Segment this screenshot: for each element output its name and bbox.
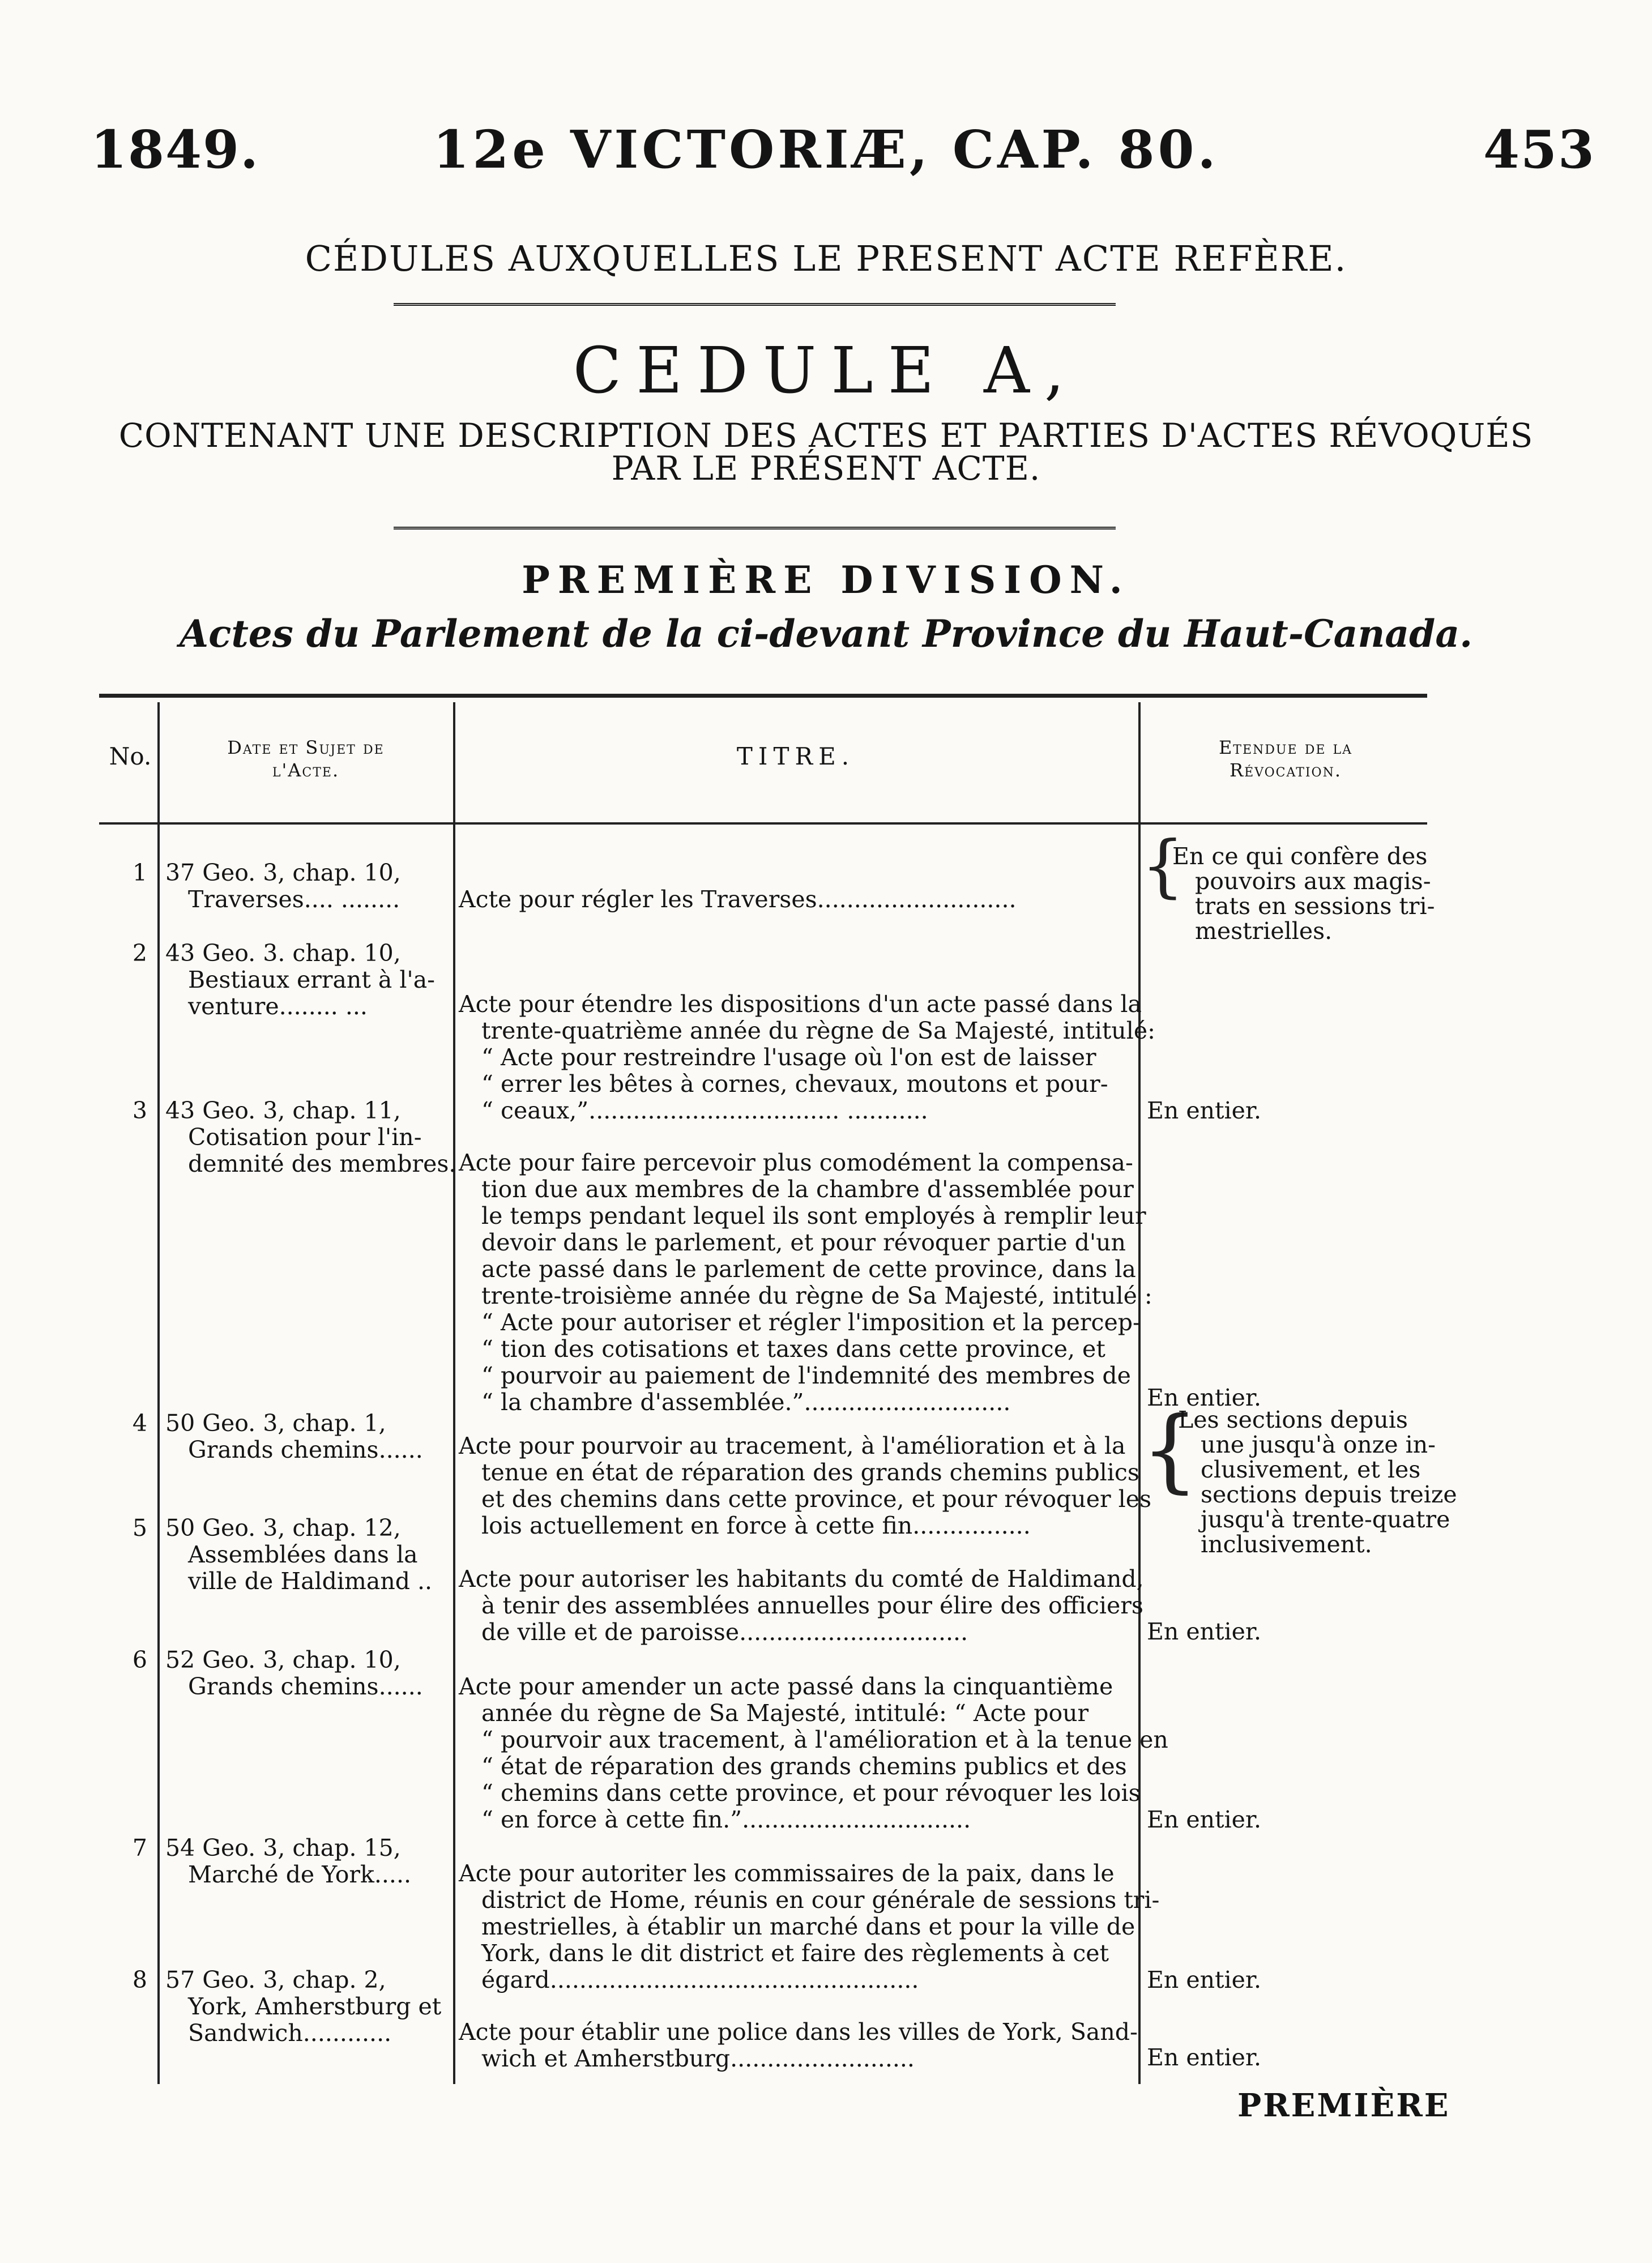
row-date	[165, 1835, 411, 1888]
row-etendue-line: En entier.	[1147, 1384, 1262, 1411]
row-titre-line: wich et Amherstburg.........................	[481, 2045, 915, 2072]
schedules-heading: CÉDULES AUXQUELLES LE PRESENT ACTE REFÈRE.	[305, 238, 1347, 279]
row-titre	[459, 2019, 1138, 2072]
row-date-line: York, Amherstburg et	[188, 1993, 442, 2020]
row-titre-line: “ chemins dans cette province, et pour révoquer les lois	[481, 1779, 1141, 1807]
row-etendue-line: trats en sessions tri-	[1195, 893, 1435, 920]
row-etendue	[1147, 1098, 1261, 1124]
row-date-line: 43 Geo. 3. chap. 10,	[165, 940, 401, 967]
row-titre-line: “ pourvoir aux tracement, à l'amélioration et à la tenue en	[481, 1726, 1168, 1753]
column-header-date-line: Date et Sujet de	[227, 737, 385, 758]
row-etendue	[1147, 1967, 1261, 1993]
column-divider	[453, 702, 455, 2084]
row-titre	[459, 886, 1017, 913]
row-titre-line: district de Home, réunis en cour générale de sessions tri-	[481, 1886, 1160, 1914]
column-header-etendue-line: Etendue de la	[1218, 737, 1353, 758]
row-etendue-line: En entier.	[1147, 1097, 1262, 1124]
row-date-line: Sandwich............	[188, 2019, 392, 2047]
row-titre-line: “ en force à cette fin.”...............................	[481, 1806, 971, 1833]
row-titre	[459, 1150, 1152, 1416]
row-titre-line: “ état de réparation des grands chemins publics et des	[481, 1753, 1127, 1780]
cedule-description-line: PAR LE PRÉSENT ACTE.	[611, 449, 1041, 488]
row-titre-line: Acte pour régler les Traverses...........................	[459, 886, 1017, 913]
division-subtitle: Actes du Parlement de la ci-devant Province du Haut-Canada.	[179, 612, 1473, 656]
row-date	[165, 1515, 432, 1595]
row-titre-line: Acte pour faire percevoir plus comodément la compensa-	[459, 1149, 1133, 1176]
catchword: PREMIÈRE	[1237, 2087, 1450, 2124]
row-date-line: demnité des membres.	[188, 1150, 456, 1177]
row-titre-line: York, dans le dit district et faire des règlements à cet	[481, 1940, 1109, 1967]
row-number: 8	[132, 1966, 147, 1993]
row-titre-line: Acte pour établir une police dans les villes de York, Sand-	[459, 2018, 1138, 2046]
header-year: 1849.	[91, 119, 260, 180]
row-date-line: 52 Geo. 3, chap. 10,	[165, 1646, 401, 1673]
row-titre	[459, 1673, 1168, 1833]
row-number: 1	[132, 859, 147, 886]
cedule-description-line: CONTENANT UNE DESCRIPTION DES ACTES ET PARTIES D'ACTES RÉVOQUÉS	[118, 416, 1534, 455]
row-date-line: Grands chemins......	[188, 1436, 423, 1463]
row-titre-line: Acte pour autoriter les commissaires de la paix, dans le	[459, 1860, 1115, 1887]
row-titre	[459, 991, 1155, 1124]
brace-icon: {	[1141, 1397, 1199, 1502]
divider-rule	[394, 303, 1116, 314]
row-titre	[459, 1566, 1144, 1646]
row-etendue-line: inclusivement.	[1201, 1531, 1372, 1558]
row-titre	[459, 1433, 1151, 1539]
row-date	[165, 860, 401, 913]
page-number: 453	[1483, 119, 1595, 180]
row-titre-line: acte passé dans le parlement de cette province, dans la	[481, 1256, 1136, 1283]
row-date-line: 54 Geo. 3, chap. 15,	[165, 1834, 401, 1861]
row-titre-line: Acte pour étendre les dispositions d'un acte passé dans la	[459, 990, 1142, 1018]
row-titre-line: et des chemins dans cette province, et pour révoquer les	[481, 1485, 1152, 1513]
row-date-line: Cotisation pour l'in-	[188, 1124, 422, 1151]
row-date-line: 37 Geo. 3, chap. 10,	[165, 859, 401, 886]
row-number: 3	[132, 1097, 147, 1124]
row-titre-line: “ ceaux,”.................................. ...........	[481, 1097, 928, 1124]
row-titre-line: de ville et de paroisse...............................	[481, 1619, 968, 1646]
row-date-line: ville de Haldimand ..	[188, 1568, 433, 1595]
cedule-title: CEDULE A,	[573, 334, 1079, 408]
row-date-line: Grands chemins......	[188, 1673, 423, 1700]
row-date-line: 57 Geo. 3, chap. 2,	[165, 1966, 386, 1993]
row-date	[165, 1098, 456, 1177]
table-header-rule	[99, 822, 1427, 825]
row-titre-line: lois actuellement en force à cette fin................	[481, 1512, 1031, 1539]
row-titre-line: à tenir des assemblées annuelles pour élire des officiers	[481, 1592, 1143, 1619]
row-titre-line: “ tion des cotisations et taxes dans cette province, et	[481, 1335, 1105, 1363]
row-date	[165, 1410, 423, 1463]
divider-rule	[394, 527, 1116, 537]
row-titre-line: “ errer les bêtes à cornes, chevaux, moutons et pour-	[481, 1070, 1108, 1098]
header-title: 12e VICTORIÆ, CAP. 80.	[433, 119, 1219, 180]
row-date-line: Traverses.... ........	[188, 886, 400, 913]
column-header-no: No.	[109, 742, 152, 770]
row-titre-line: “ la chambre d'assemblée.”............................	[481, 1389, 1011, 1416]
row-etendue-line: En ce qui confère des	[1172, 843, 1428, 870]
brace-icon: {	[1141, 827, 1185, 906]
column-header-date	[164, 736, 447, 782]
row-date-line: venture........ ...	[188, 993, 368, 1020]
row-titre	[459, 1860, 1159, 1993]
row-titre-line: devoir dans le parlement, et pour révoquer partie d'un	[481, 1229, 1126, 1256]
column-header-titre: TITRE.	[736, 742, 855, 770]
row-etendue-line: En entier.	[1147, 1806, 1262, 1833]
row-etendue	[1172, 844, 1435, 943]
row-titre-line: trente-troisième année du règne de Sa Majesté, intitulé :	[481, 1282, 1152, 1309]
row-date-line: 50 Geo. 3, chap. 1,	[165, 1410, 386, 1437]
row-etendue-line: En entier.	[1147, 1966, 1262, 1993]
row-titre-line: égard..................................................	[481, 1966, 919, 1993]
row-number: 4	[132, 1410, 147, 1437]
row-etendue-line: En entier.	[1147, 2044, 1262, 2071]
row-date-line: Marché de York.....	[188, 1861, 412, 1888]
row-titre-line: Acte pour pourvoir au tracement, à l'amélioration et à la	[459, 1432, 1126, 1459]
row-etendue	[1147, 1619, 1261, 1645]
table-top-rule	[99, 694, 1427, 698]
cedule-description	[0, 416, 1652, 488]
row-date-line: Bestiaux errant à l'a-	[188, 966, 436, 993]
row-titre-line: trente-quatrième année du règne de Sa Majesté, intitulé:	[481, 1017, 1155, 1044]
row-etendue-line: mestrielles.	[1195, 917, 1333, 945]
row-titre-line: Acte pour autoriser les habitants du comté de Haldimand,	[459, 1565, 1144, 1592]
row-etendue-line: une jusqu'à onze in-	[1201, 1431, 1436, 1458]
row-etendue	[1147, 2044, 1261, 2071]
row-titre-line: “ pourvoir au paiement de l'indemnité des membres de	[481, 1362, 1131, 1389]
column-header-etendue-line: Révocation.	[1229, 759, 1342, 781]
row-date-line: 50 Geo. 3, chap. 12,	[165, 1514, 401, 1542]
row-etendue	[1178, 1407, 1457, 1557]
row-date-line: 43 Geo. 3, chap. 11,	[165, 1097, 401, 1124]
row-number: 5	[132, 1514, 147, 1542]
row-date	[165, 1967, 441, 2047]
row-titre-line: année du règne de Sa Majesté, intitulé: “ Acte pour	[481, 1700, 1089, 1727]
row-titre-line: “ Acte pour autoriser et régler l'imposition et la percep-	[481, 1309, 1141, 1336]
row-date-line: Assemblées dans la	[188, 1541, 418, 1568]
row-titre-line: Acte pour amender un acte passé dans la cinquantième	[459, 1673, 1113, 1700]
row-titre-line: le temps pendant lequel ils sont employés à remplir leur	[481, 1202, 1146, 1229]
row-titre-line: “ Acte pour restreindre l'usage où l'on est de laisser	[481, 1044, 1096, 1071]
row-etendue-line: jusqu'à trente-quatre	[1201, 1506, 1450, 1533]
row-etendue-line: clusivement, et les	[1201, 1456, 1421, 1483]
column-divider	[157, 702, 160, 2084]
row-date	[165, 940, 435, 1020]
row-etendue-line: Les sections depuis	[1178, 1406, 1408, 1433]
row-titre-line: mestrielles, à établir un marché dans et pour la ville de	[481, 1913, 1136, 1940]
column-header-date-line: l'Acte.	[272, 759, 340, 781]
row-titre-line: tion due aux membres de la chambre d'assemblée pour	[481, 1176, 1134, 1203]
row-etendue-line: pouvoirs aux magis-	[1195, 868, 1431, 895]
row-date	[165, 1647, 423, 1700]
row-number: 2	[132, 940, 147, 967]
column-header-etendue	[1144, 736, 1427, 782]
row-number: 7	[132, 1834, 147, 1861]
row-etendue-line: En entier.	[1147, 1618, 1262, 1645]
row-etendue-line: sections depuis treize	[1201, 1481, 1457, 1508]
row-number: 6	[132, 1646, 147, 1673]
division-title: PREMIÈRE DIVISION.	[522, 558, 1130, 602]
row-etendue	[1147, 1807, 1261, 1833]
row-titre-line: tenue en état de réparation des grands chemins publics	[481, 1459, 1139, 1486]
